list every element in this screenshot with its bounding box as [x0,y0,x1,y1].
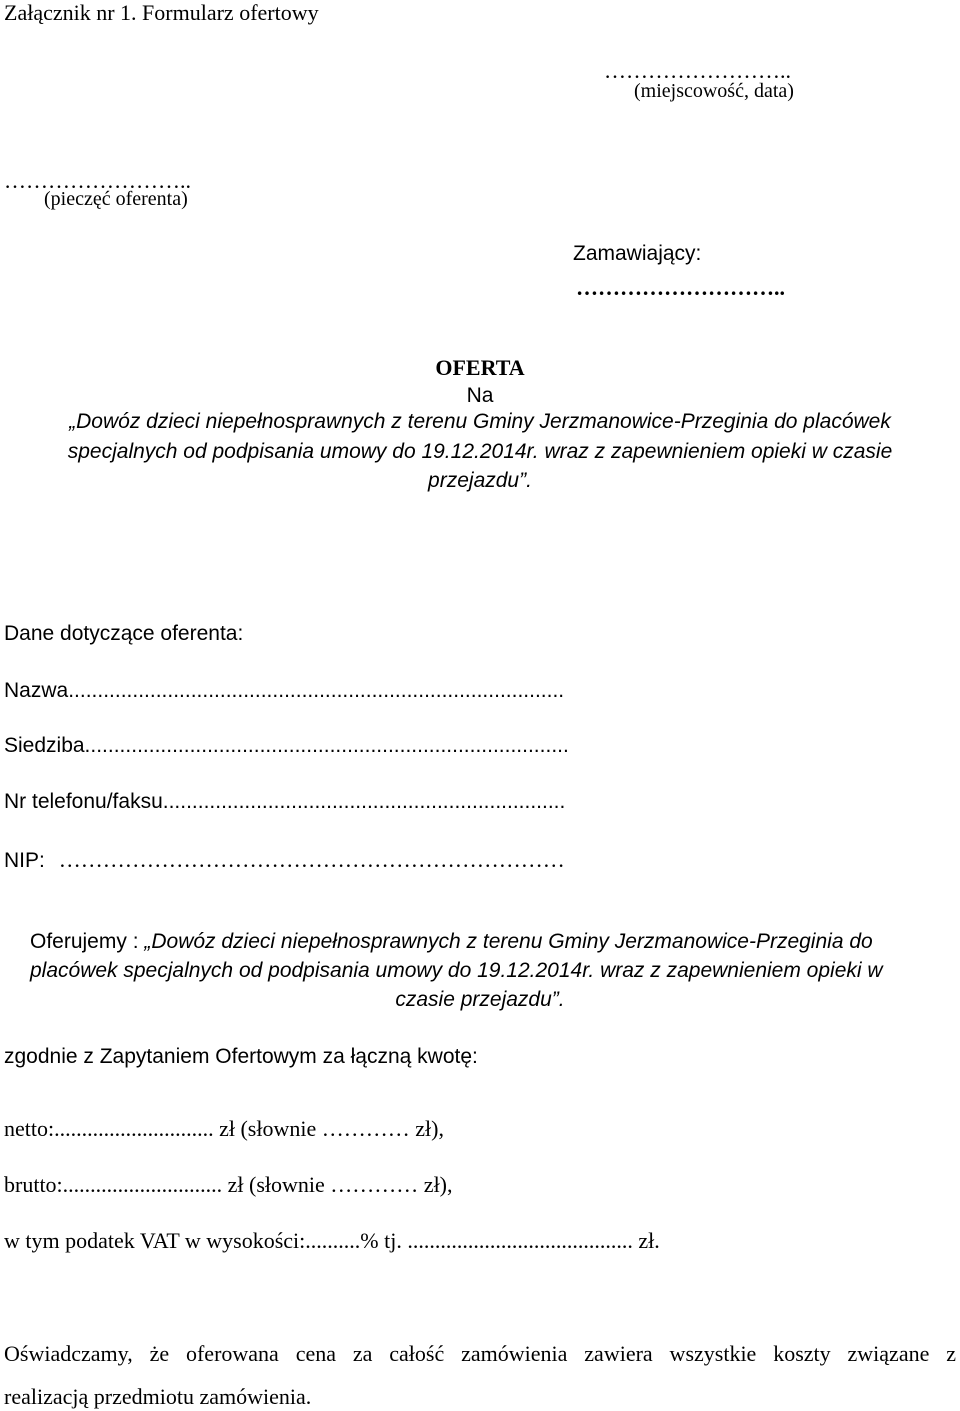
stamp-label: (pieczęć oferenta) [44,188,188,210]
offeror-name-field: Nazwa..................................................................................... [4,679,565,702]
offer-heading: OFERTA [435,355,525,380]
declaration-line2: realizacją przedmiotu zamówienia. [4,1384,312,1409]
attachment-title: Załącznik nr 1. Formularz ofertowy [4,0,319,25]
offer-na: Na [466,384,494,407]
declaration-line1: Oświadczamy, że oferowana cena za całość zamówienia zawiera wszystkie koszty związane z [4,1341,956,1366]
buyer-label: Zamawiający: [573,242,702,265]
place-date-dots: …………………….. [604,58,791,83]
offeror-section-label: Dane dotyczące oferenta: [4,622,244,645]
offer-line1-rest: „Dowóz dzieci niepełnosprawnych z terenu Gminy Jerzmanowice-Przeginia do [138,930,873,953]
buyer-dots: ……………………….. [576,275,785,300]
offeror-nip-field [4,847,565,873]
offer-netto: netto:............................. zł (słownie ………… zł), [4,1116,444,1141]
nip-label: NIP: [4,849,45,872]
offeror-seat-field: Siedziba................................................................................... [4,734,569,757]
offer-subject-line1: „Dowóz dzieci niepełnosprawnych z terenu Gminy Jerzmanowice-Przeginia do placówek [69,410,891,433]
offer-line1 [30,930,873,954]
place-date-label: (miejscowość, data) [634,80,794,102]
offeror-phone-field: Nr telefonu/faksu..................................................................... [4,790,566,813]
offer-subject-line2: specjalnych od podpisania umowy do 19.12.2014r. wraz z zapewnieniem opieki w czasie [67,440,893,463]
stamp-dots: …………………….. [4,168,191,193]
offer-line2: placówek specjalnych od podpisania umowy do 19.12.2014r. wraz z zapewnieniem opieki w [30,959,883,982]
offer-subject-line3: przejazdu”. [428,469,532,492]
offer-vat: w tym podatek VAT w wysokości:..........% tj. ......................................... zł. [4,1228,660,1253]
nip-dots: …………………………………………………………… [58,847,565,872]
offer-according: zgodnie z Zapytaniem Ofertowym za łączną kwotę: [4,1045,478,1068]
offer-prefix: Oferujemy : [30,930,139,953]
offer-line3: czasie przejazdu”. [395,988,565,1011]
offer-brutto: brutto:............................. zł (słownie ………… zł), [4,1172,453,1197]
